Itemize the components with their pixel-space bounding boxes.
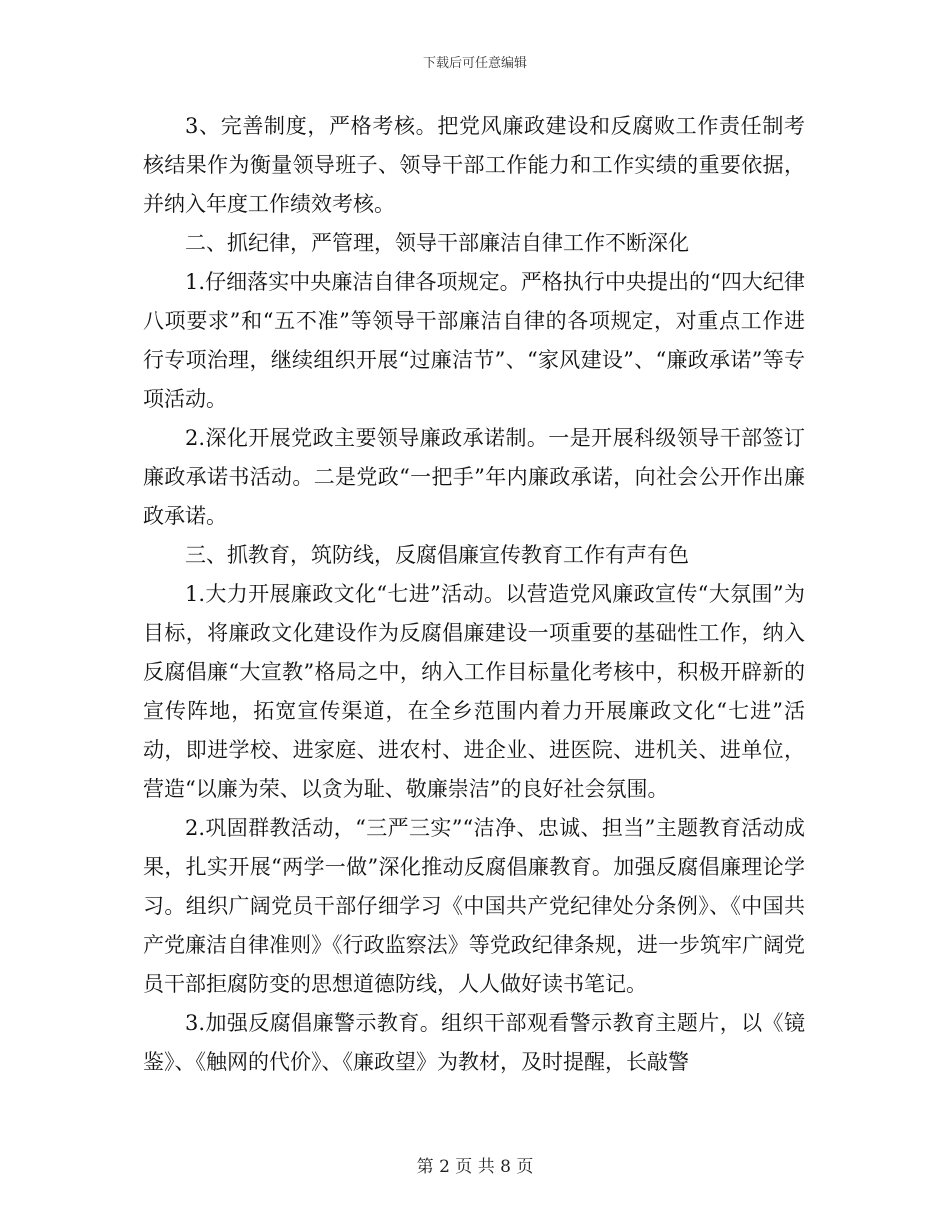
paragraph-3-1: 1.大力开展廉政文化“七进”活动。以营造党风廉政宣传“大氛围”为目标，将廉政文化建设作为反腐倡廉建设一项重要的基础性工作，纳入反腐倡廉“大宣教”格局之中，纳入工作目标量化考核中，积极开辟新的宣传阵地，拓宽宣传渠道，在全乡范围内着力开展廉政文化“七进”活动，即进学校、进家庭、进农村、进企业、进医院、进机关、进单位，营造“以廉为荣、以贪为耻、敬廉崇洁”的良好社会氛围。 [143, 582, 805, 801]
section-heading-2: 二、抓纪律，严管理，领导干部廉洁自律工作不断深化 [185, 231, 689, 255]
document-body [143, 107, 805, 1082]
paragraph-2-1: 1.仔细落实中央廉洁自律各项规定。严格执行中央提出的“四大纪律八项要求”和“五不准”等领导干部廉洁自律的各项规定，对重点工作进行专项治理，继续组织开展“过廉洁节”、“家风建设”、“廉政承诺”等专项活动。 [143, 270, 805, 411]
paragraph-1: 3、完善制度，严格考核。把党风廉政建设和反腐败工作责任制考核结果作为衡量领导班子、领导干部工作能力和工作实绩的重要依据，并纳入年度工作绩效考核。 [143, 114, 805, 216]
paragraph-3-2: 2.巩固群教活动，“三严三实”“洁净、忠诚、担当”主题教育活动成果，扎实开展“两学一做”深化推动反腐倡廉教育。加强反腐倡廉理论学习。组织广阔党员干部仔细学习《中国共产党纪律处分条例》、《中国共产党廉洁自律准则》《行政监察法》等党政纪律条规，进一步筑牢广阔党员干部拒腐防变的思想道德防线，人人做好读书笔记。 [143, 816, 805, 996]
paragraph-2-2: 2.深化开展党政主要领导廉政承诺制。一是开展科级领导干部签订廉政承诺书活动。二是党政“一把手”年内廉政承诺，向社会公开作出廉政承诺。 [143, 426, 805, 528]
page-header-note: 下载后可任意编辑 [422, 56, 527, 71]
paragraph-3-3: 3.加强反腐倡廉警示教育。组织干部观看警示教育主题片，以《镜鉴》、《触网的代价》、《廉政望》为教材，及时提醒，长敲警 [143, 1011, 805, 1074]
section-heading-3: 三、抓教育，筑防线，反腐倡廉宣传教育工作有声有色 [185, 543, 689, 567]
page-number: 第 2 页 共 8 页 [416, 1157, 534, 1177]
